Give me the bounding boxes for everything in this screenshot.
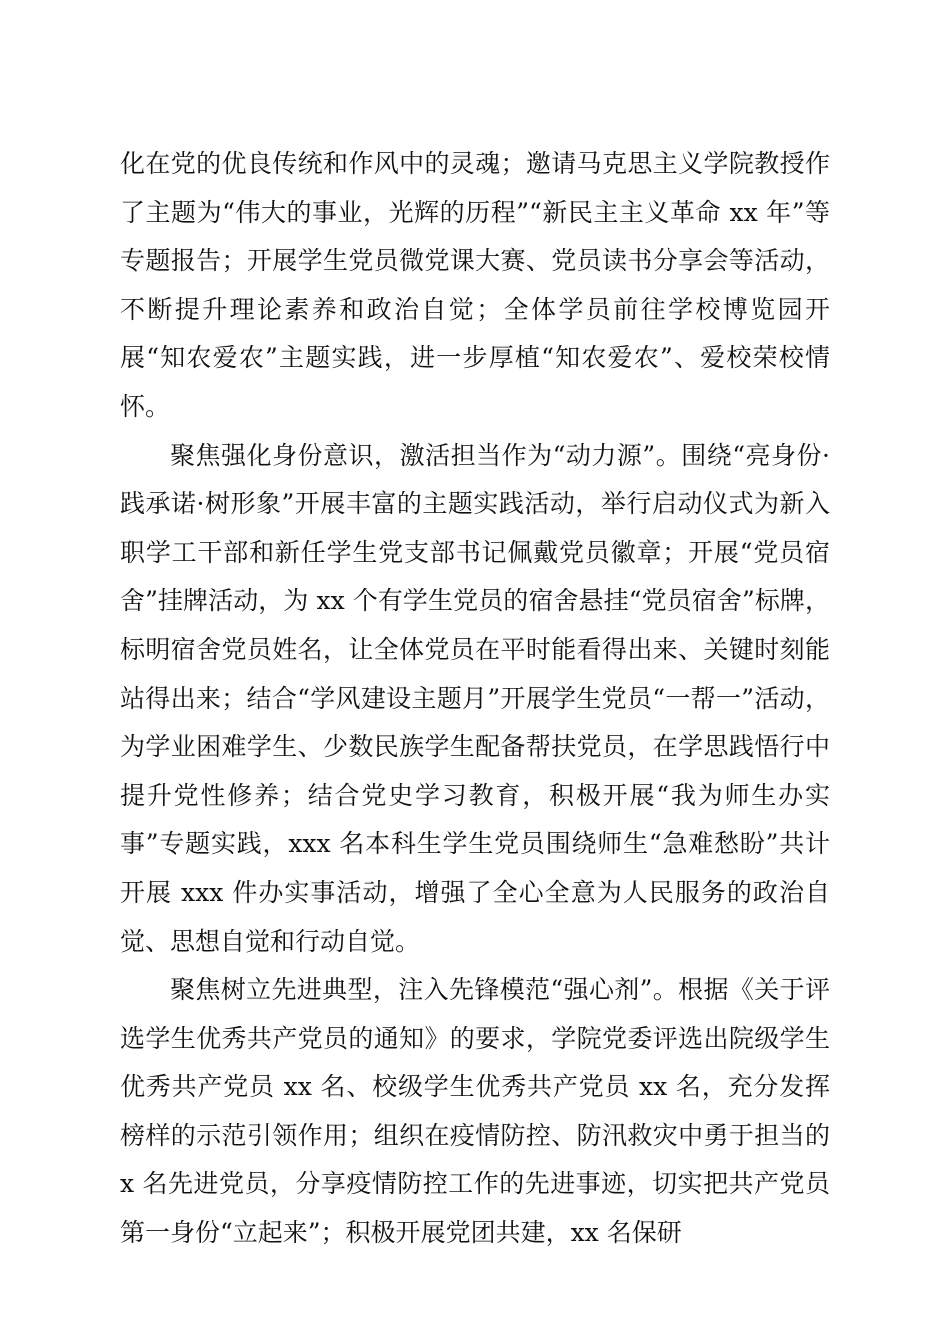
paragraph-3: 聚焦树立先进典型，注入先锋模范“强心剂”。根据《关于评选学生优秀共产党员的通知》的要求，学院党委评选出院级学生优秀共产党员 xx 名、校级学生优秀共产党员 xx 名，充分发挥榜样的示范引领作用；组织在疫情防控、防汛救灾中勇于担当的 x 名先进党员，分享疫情防控工作的先进事迹，切实把共产党员第一身份“立起来”；积极开展党团共建，xx 名保研 <box>120 975 830 1248</box>
paragraph-2: 聚焦强化身份意识，激活担当作为“动力源”。围绕“亮身份·践承诺·树形象”开展丰富的主题实践活动，举行启动仪式为新入职学工干部和新任学生党支部书记佩戴党员徽章；开展“党员宿舍”挂牌活动，为 xx 个有学生党员的宿舍悬挂“党员宿舍”标牌，标明宿舍党员姓名，让全体党员在平时能看得出来、关键时刻能站得出来；结合“学风建设主题月”开展学生党员“一帮一”活动，为学业困难学生、少数民族学生配备帮扶党员，在学思践悟行中提升党性修养；结合党史学习教育，积极开展“我为师生办实事”专题实践，xxx 名本科生学生党员围绕师生“急难愁盼”共计开展 xxx 件办实事活动，增强了全心全意为人民服务的政治自觉、思想自觉和行动自觉。 <box>120 440 830 956</box>
document-body <box>120 140 830 1258</box>
paragraph-1: 化在党的优良传统和作风中的灵魂；邀请马克思主义学院教授作了主题为“伟大的事业，光辉的历程”“新民主主义革命 xx 年”等专题报告；开展学生党员微党课大赛、党员读书分享会等活动，不断提升理论素养和政治自觉；全体学员前往学校博览园开展“知农爱农”主题实践，进一步厚植“知农爱农”、爱校荣校情怀。 <box>120 149 830 421</box>
